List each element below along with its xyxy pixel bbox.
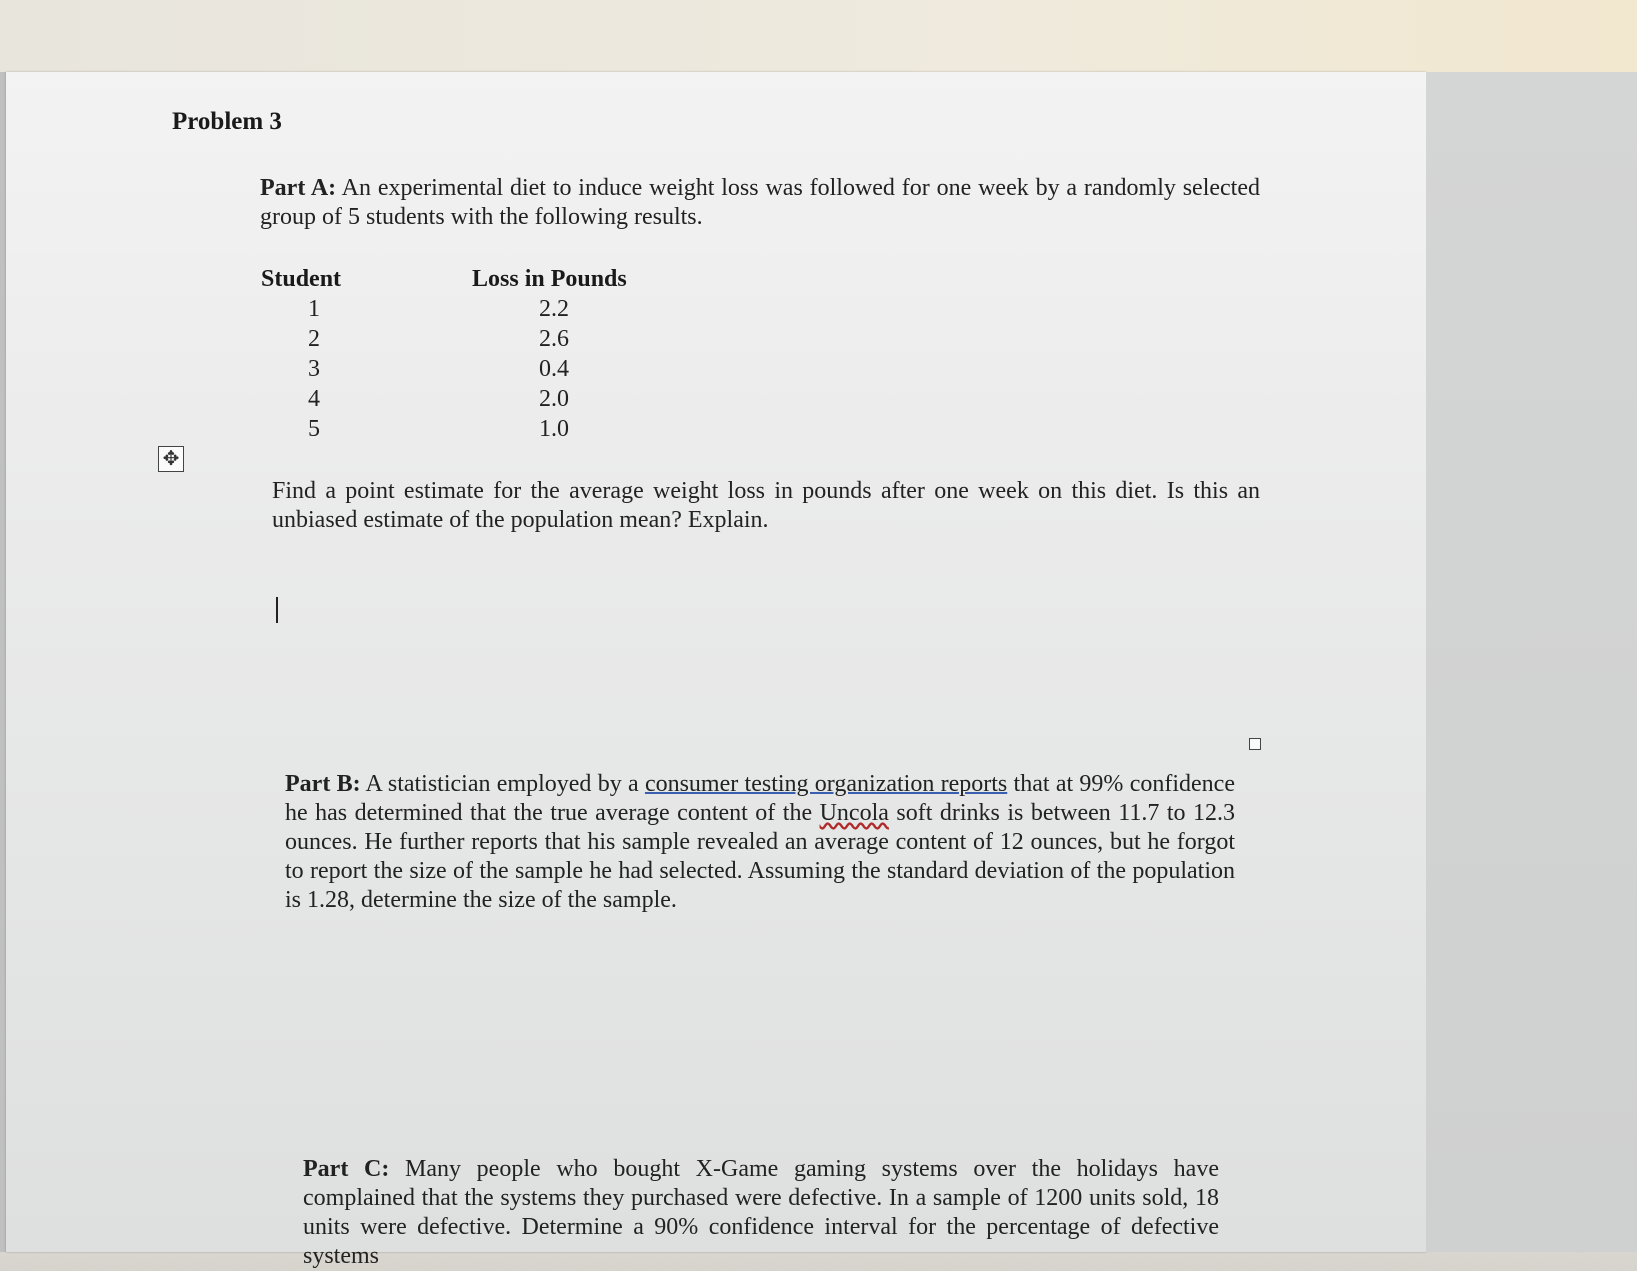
table-cell-loss: 0.4 — [539, 356, 569, 382]
part-c-label: Part C: — [303, 1156, 390, 1182]
table-cell-student: 3 — [308, 356, 320, 382]
grammar-flag-phrase[interactable]: consumer testing organization reports — [644, 771, 1008, 797]
part-a-text: An experimental diet to induce weight loss was followed for one week by a randomly selected group of 5 students with the following results. — [260, 175, 1261, 230]
table-cell-student: 4 — [308, 386, 320, 412]
part-a-paragraph[interactable] — [260, 174, 1260, 232]
text-cursor-icon — [276, 597, 278, 623]
document-page[interactable] — [6, 72, 1426, 1252]
table-cell-loss: 1.0 — [539, 416, 569, 442]
part-c-text: Many people who bought X-Game gaming systems over the holidays have complained that the systems they purchased were defective. In a sample of 1200 units sold, 18 units were defective. Determine a 90% confidence interval for the percentage of defective systems — [303, 1156, 1219, 1269]
part-a-question[interactable]: Find a point estimate for the average weight loss in pounds after one week on this diet. Is this an unbiased estimate of the population mean? Explain. — [272, 478, 1260, 533]
part-b-label: Part B: — [285, 771, 361, 797]
table-cell-student: 1 — [308, 296, 320, 322]
table-cell-student: 5 — [308, 416, 320, 442]
table-cell-student: 2 — [308, 326, 320, 352]
problem-heading: Problem 3 — [172, 108, 282, 135]
spelling-flag-word[interactable]: Uncola — [819, 800, 889, 826]
window-top-bar — [0, 0, 1637, 72]
move-handle-icon[interactable]: ✥ — [158, 446, 184, 472]
resize-handle-icon[interactable] — [1249, 738, 1261, 750]
table-header-student: Student — [261, 266, 342, 292]
table-cell-loss: 2.2 — [539, 296, 569, 322]
part-b-text-3: soft drinks is between 11.7 to 12.3 ounces. He further reports that his sample revealed an average content of 12 ounces, but he forgot to report the size of the sample he had selected. Assuming the standard deviation of the population is 1.28, determine the size of the sample. — [285, 800, 1235, 913]
part-c-paragraph[interactable] — [303, 1155, 1219, 1271]
part-b-paragraph[interactable] — [285, 770, 1235, 915]
table-header-loss: Loss in Pounds — [472, 266, 627, 292]
part-b-text-1: A statistician employed by a — [360, 771, 645, 797]
part-a-label: Part A: — [260, 175, 337, 201]
table-cell-loss: 2.0 — [539, 386, 569, 412]
part-b-text-2: that at 99% confidence he has determined that the true average content of the — [285, 771, 1235, 826]
table-cell-loss: 2.6 — [539, 326, 569, 352]
right-gutter — [1426, 72, 1637, 1252]
